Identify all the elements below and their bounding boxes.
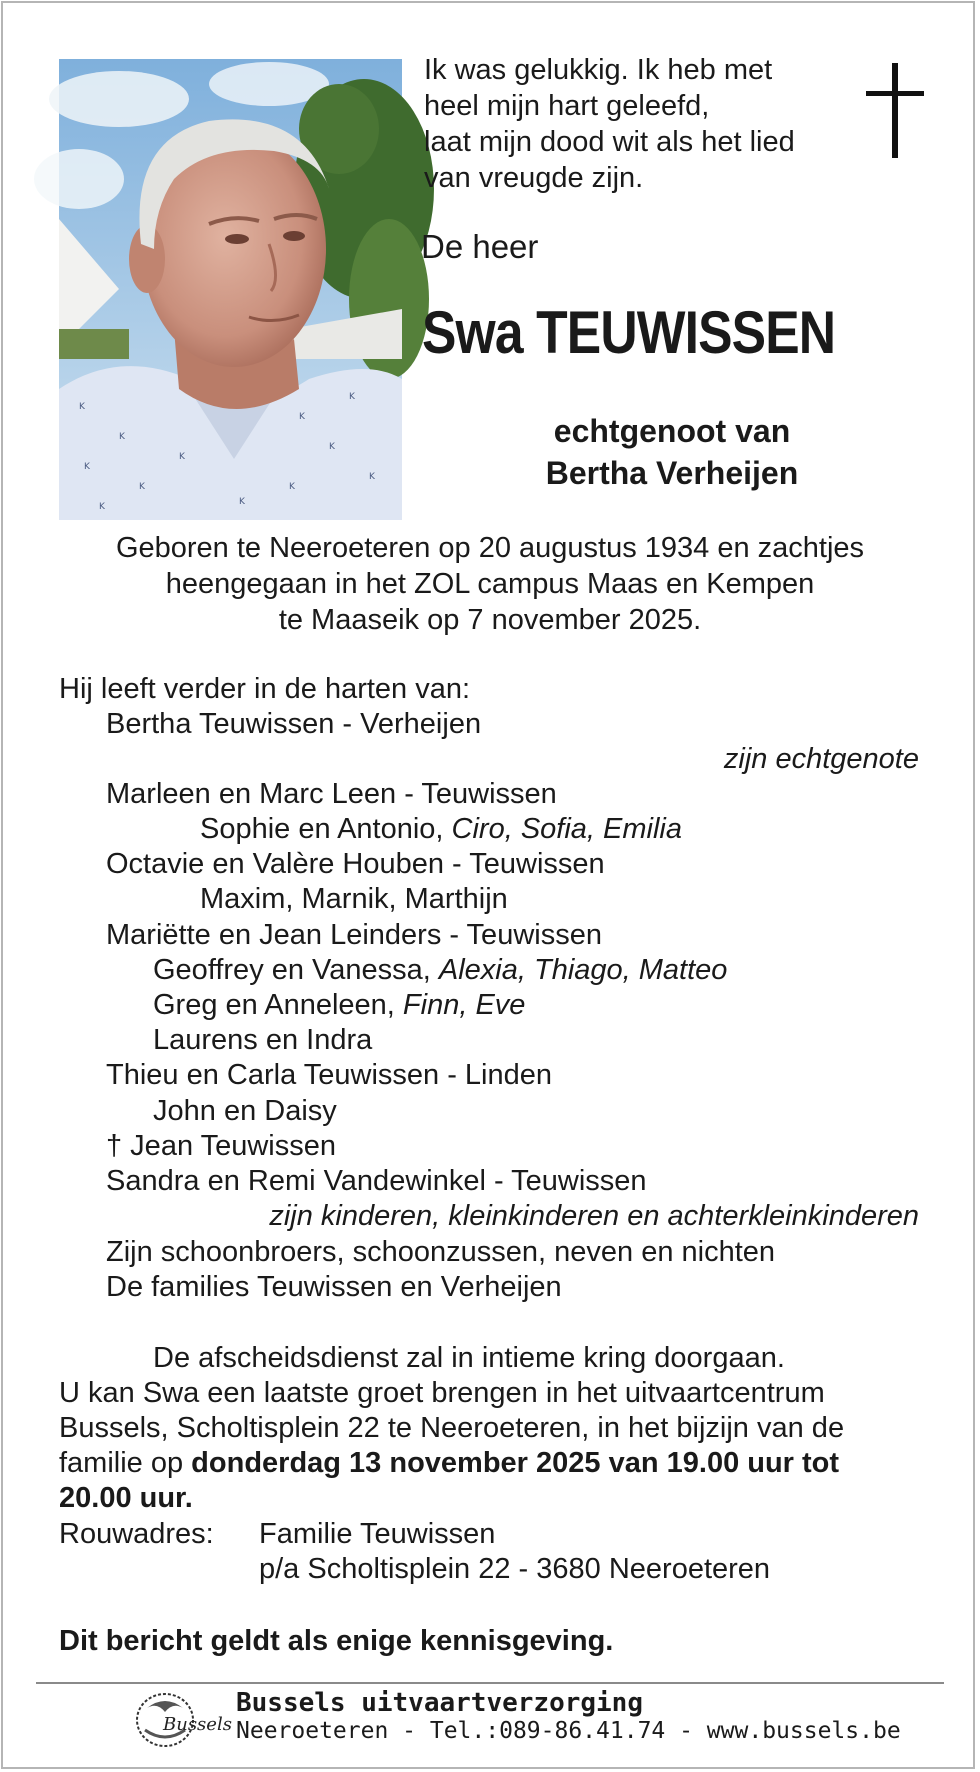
in-laws: Zijn schoonbroers, schoonzussen, neven en nichten <box>106 1236 776 1268</box>
address-street: p/a Scholtisplein 22 - 3680 Neeroeteren <box>259 1553 771 1585</box>
svg-text:K: K <box>179 452 185 462</box>
survivor-grandchild <box>153 988 525 1023</box>
svg-text:K: K <box>369 472 375 482</box>
spouse-intro: echtgenoot van <box>553 413 791 449</box>
svg-text:K: K <box>99 502 105 512</box>
survivor-grandchild <box>153 953 727 988</box>
svg-text:K: K <box>119 432 125 442</box>
survivor-grandchild <box>200 812 682 847</box>
svg-text:K: K <box>299 412 305 422</box>
survivor-spouse: Bertha Teuwissen - Verheijen <box>106 708 482 740</box>
survivor-grandchild: Maxim, Marnik, Marthijn <box>200 883 508 915</box>
service-datetime-end: 20.00 uur. <box>59 1482 193 1514</box>
grandchild-couple: Greg en Anneleen, <box>153 989 403 1021</box>
great-grandchildren: Finn, Eve <box>402 989 526 1021</box>
bussels-logo <box>133 1690 232 1752</box>
poem-line: van vreugde zijn. <box>424 162 644 194</box>
survivor-child: Thieu en Carla Teuwissen - Linden <box>106 1059 553 1091</box>
logo-text: Bussels <box>163 1714 232 1735</box>
service-prefix: familie op <box>59 1447 192 1479</box>
closing-statement: Dit bericht geldt als enige kennisgeving. <box>59 1625 614 1657</box>
svg-text:K: K <box>139 482 145 492</box>
birth-line: heengegaan in het ZOL campus Maas en Kempen <box>165 568 815 600</box>
footer-divider <box>36 1682 944 1684</box>
portrait-photo <box>59 59 402 520</box>
survivor-spouse-role: zijn echtgenote <box>723 743 919 775</box>
svg-text:K: K <box>329 442 335 452</box>
birth-line: te Maaseik op 7 november 2025. <box>278 604 702 636</box>
poem <box>424 52 795 196</box>
survivor-child-deceased: † Jean Teuwissen <box>106 1130 337 1162</box>
svg-text:K: K <box>84 462 90 472</box>
address-name: Familie Teuwissen <box>259 1518 496 1550</box>
survivor-grandchild: Laurens en Indra <box>153 1024 373 1056</box>
birth-line: Geboren te Neeroeteren op 20 augustus 1934 en zachtjes <box>115 532 865 564</box>
spouse-block <box>500 410 844 494</box>
children-role: zijn kinderen, kleinkinderen en achterkleinkinderen <box>269 1200 919 1232</box>
survivor-child: Marleen en Marc Leen - Teuwissen <box>106 778 557 810</box>
survivor-child: Octavie en Valère Houben - Teuwissen <box>106 848 605 880</box>
poem-line: Ik was gelukkig. Ik heb met <box>424 54 773 86</box>
service-datetime: donderdag 13 november 2025 van 19.00 uur tot <box>191 1447 840 1479</box>
svg-text:K: K <box>349 392 355 402</box>
footer-company: Bussels uitvaartverzorging <box>236 1688 643 1718</box>
honorific: De heer <box>421 228 539 265</box>
grandchild-couple: Sophie en Antonio, <box>200 813 452 845</box>
spouse-name: Bertha Verheijen <box>545 455 799 491</box>
deceased-name: Swa TEUWISSEN <box>422 299 836 366</box>
great-grandchildren: Alexia, Thiago, Matteo <box>438 954 728 986</box>
survivor-child: Sandra en Remi Vandewinkel - Teuwissen <box>106 1165 647 1197</box>
survivors-intro: Hij leeft verder in de harten van: <box>59 673 471 705</box>
families: De families Teuwissen en Verheijen <box>106 1271 562 1303</box>
footer-contact: Neeroeteren - Tel.:089-86.41.74 - www.bussels.be <box>236 1718 901 1744</box>
poem-line: laat mijn dood wit als het lied <box>424 126 795 158</box>
cross-icon <box>866 63 924 158</box>
grandchild-couple: Geoffrey en Vanessa, <box>153 954 439 986</box>
survivor-child: Mariëtte en Jean Leinders - Teuwissen <box>106 919 602 951</box>
great-grandchildren: Ciro, Sofia, Emilia <box>451 813 683 845</box>
poem-line: heel mijn hart geleefd, <box>424 90 710 122</box>
svg-text:K: K <box>79 402 85 412</box>
survivor-grandchild: John en Daisy <box>153 1095 337 1127</box>
service-line: De afscheidsdienst zal in intieme kring doorgaan. <box>153 1342 785 1374</box>
service-line <box>59 1446 839 1481</box>
svg-text:K: K <box>289 482 295 492</box>
birth-death-text <box>60 530 920 638</box>
service-line: U kan Swa een laatste groet brengen in het uitvaartcentrum <box>59 1377 825 1409</box>
service-line: Bussels, Scholtisplein 22 te Neeroeteren, in het bijzijn van de <box>59 1412 845 1444</box>
address-label: Rouwadres: <box>59 1518 214 1550</box>
svg-text:K: K <box>239 497 245 507</box>
